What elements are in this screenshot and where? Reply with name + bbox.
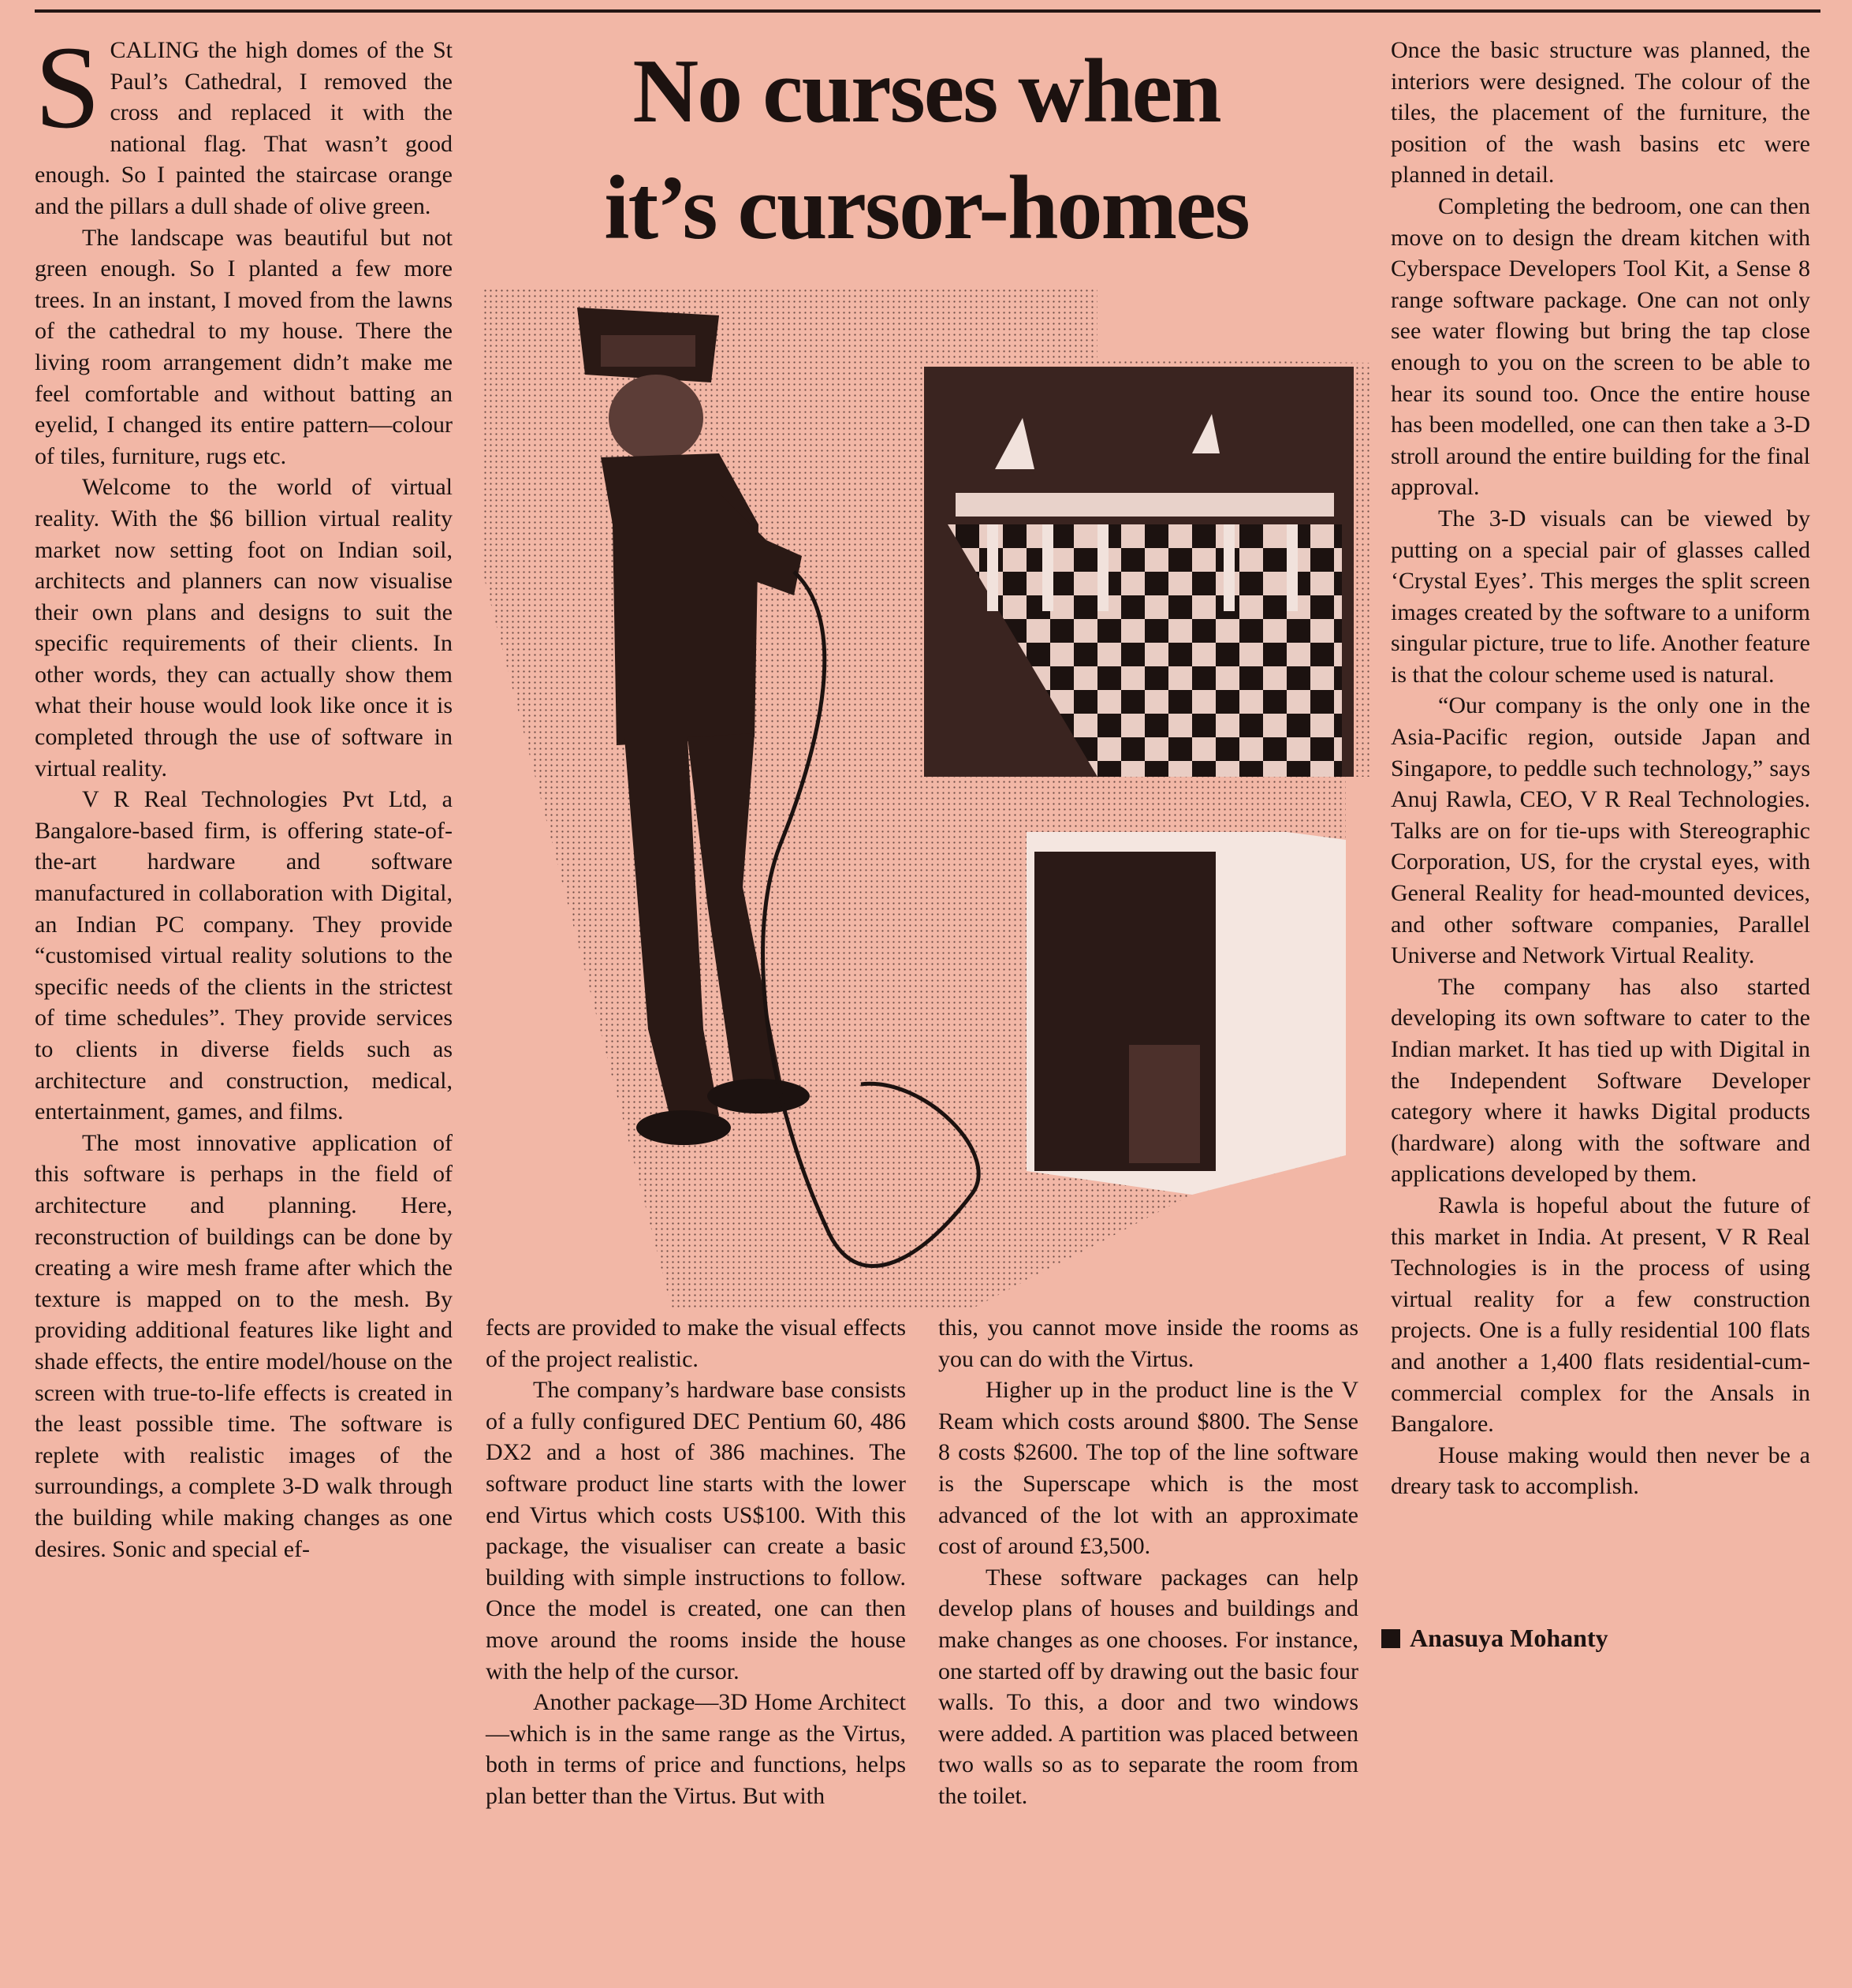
headline-line-2: it’s cursor-homes [604, 158, 1249, 259]
article-column-3 [938, 1312, 1358, 1812]
paragraph [35, 22, 453, 222]
paragraph: Rawla is hopeful about the future of this market in India. At present, V R Real Technologies is in the process of using virtual reality for a few construction projects. One is a fully residential 100 flats and another a 1,400 flats residential-cum-commercial complex for the Ansals in Bangalore. [1391, 1192, 1810, 1438]
article-column-4 [1391, 35, 1810, 1502]
headline [473, 33, 1380, 267]
paragraph: fects are provided to make the visual effects of the project realistic. [486, 1315, 906, 1372]
article-column-2 [486, 1312, 906, 1812]
paragraph: The company’s hardware base consists of a fully configured DEC Pentium 60, 486 DX2 and a host of 386 machines. The software product line starts with the lower end Virtus which costs US$100. With this package, the visualiser can create a basic building with simple instructions to follow. Once the model is created, one can then move around the rooms inside the house with the help of the cursor. [486, 1377, 906, 1684]
byline [1381, 1624, 1608, 1653]
author-name: Anasuya Mohanty [1410, 1624, 1608, 1652]
article-column-1 [35, 22, 453, 1565]
paragraph: V R Real Technologies Pvt Ltd, a Bangalore-based firm, is offering state-of-the-art hardware and software manufactured in collaboration with Digital, an Indian PC company. They provide “customised virtual reality solutions to the specific needs of the clients in the strictest of time schedules”. They provide services to clients in diverse fields such as architecture and construction, medical, entertainment, games, and films. [35, 786, 453, 1125]
paragraph: Once the basic structure was planned, the interiors were designed. The colour of the tiles, the placement of the furniture, the position of the wash basins etc were planned in detail. [1391, 37, 1810, 188]
paragraph: Higher up in the product line is the V Ream which costs around $800. The Sense 8 costs $2600. The top of the line software is the Superscape which is the most advanced of the lot with an approximate cost of around £3,500. [938, 1377, 1358, 1560]
paragraph: These software packages can help develop plans of houses and buildings and make changes as one chooses. For instance, one started off by drawing out the basic four walls. To this, a door and two windows were added. A partition was placed between two walls so as to separate the room from the toilet. [938, 1564, 1358, 1809]
paragraph: The most innovative application of this software is perhaps in the field of architecture and planning. Here, reconstruction of buildings can be done by creating a wire mesh frame after which the texture is mapped on to the mesh. By providing additional features like light and shade effects, the entire model/house on the screen with true-to-life effects is created in the least possible time. The software is replete with realistic images of the surroundings, a complete 3-D walk through the building while making changes as one desires. Sonic and special ef- [35, 1129, 453, 1562]
paragraph: The 3-D visuals can be viewed by putting on a special pair of glasses called ‘Crystal Eyes’. This merges the split screen images created by the software to a uniform singular picture, true to life. Another feature is that the colour scheme used is natural. [1391, 505, 1810, 688]
paragraph: The company has also started developing its own software to cater to the Indian market. It has tied up with Digital in the Independent Software Developer category where it hawks Digital products (hardware) along with the software and applications developed by them. [1391, 973, 1810, 1188]
paragraph: House making would then never be a dreary task to accomplish. [1391, 1442, 1810, 1500]
paragraph: The landscape was beautiful but not green enough. So I planted a few more trees. In an instant, I moved from the lawns of the cathedral to my house. There the living room arrangement didn’t make me feel comfortable and without batting an eyelid, I changed its entire pattern—colour of tiles, furniture, rugs etc. [35, 224, 453, 469]
paragraph: “Our company is the only one in the Asia-Pacific region, outside Japan and Singapore, to peddle such technology,” says Anuj Rawla, CEO, V R Real Technologies. Talks are on for tie-ups with Stereographic Corporation, US, for the crystal eyes, with General Reality for head-mounted devices, and other software companies, Parallel Universe and Network Virtual Reality. [1391, 692, 1810, 969]
drop-cap: S [35, 22, 101, 153]
headline-line-1: No curses when [632, 41, 1220, 142]
vr-headset-user-photo [483, 288, 1369, 1309]
top-rule [35, 9, 1820, 13]
paragraph: Welcome to the world of virtual reality. With the $6 billion virtual reality market now setting foot on Indian soil, architects and planners can now visualise their own plans and designs to suit the specific requirements of their clients. In other words, they can actually show them what their house would look like once it is completed through the use of software in virtual reality. [35, 474, 453, 781]
paragraph: Another package—3D Home Architect—which is in the same range as the Virtus, both in terms of price and functions, helps plan better than the Virtus. But with [486, 1689, 906, 1809]
paragraph: this, you cannot move inside the rooms as you can do with the Virtus. [938, 1315, 1358, 1372]
square-bullet-icon [1381, 1629, 1400, 1648]
paragraph: Completing the bedroom, one can then move on to design the dream kitchen with Cyberspace Developers Tool Kit, a Sense 8 range software package. One can not only see water flowing but bring the tap close enough to you on the screen to be able to hear its sound too. Once the entire house has been modelled, one can then take a 3-D stroll around the entire building for the final approval. [1391, 192, 1810, 501]
paragraph-text: CALING the high domes of the St Paul’s Cathedral, I removed the cross and replaced it with the national flag. That wasn’t good enough. So I painted the staircase orange and the pillars a dull shade of olive green. [35, 37, 453, 219]
